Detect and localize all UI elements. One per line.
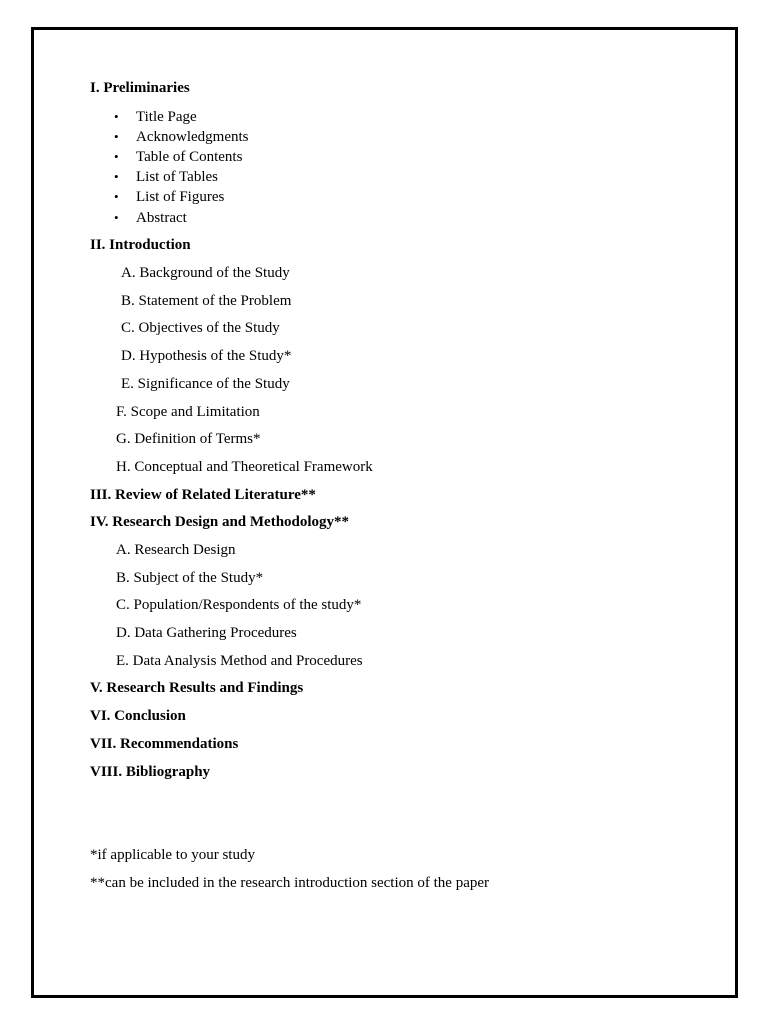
list-item-subject: B. Subject of the Study*: [116, 570, 264, 586]
section-heading-review: III. Review of Related Literature**: [90, 487, 316, 503]
list-item-list-of-figures: List of Figures: [136, 189, 225, 205]
list-item-statement-of-problem: B. Statement of the Problem: [121, 293, 292, 309]
section-heading-recommendations: VII. Recommendations: [90, 736, 239, 752]
list-item-scope: F. Scope and Limitation: [116, 404, 260, 420]
list-item-framework: H. Conceptual and Theoretical Framework: [116, 459, 373, 475]
list-item-objectives: C. Objectives of the Study: [121, 320, 280, 336]
footnote-double-asterisk: **can be included in the research introduction section of the paper: [90, 875, 490, 891]
list-item-research-design: A. Research Design: [116, 542, 236, 558]
list-item-definition-of-terms: G. Definition of Terms*: [116, 431, 261, 447]
section-heading-bibliography: VIII. Bibliography: [90, 764, 211, 780]
footnote-single-asterisk: *if applicable to your study: [90, 847, 255, 863]
section-heading-methodology: IV. Research Design and Methodology**: [90, 514, 350, 530]
section-heading-preliminaries: I. Preliminaries: [90, 80, 190, 96]
list-item-population: C. Population/Respondents of the study*: [116, 597, 362, 613]
list-item-title-page: Title Page: [136, 109, 197, 125]
bullet-icon: •: [114, 109, 119, 124]
list-item-acknowledgments: Acknowledgments: [136, 129, 249, 145]
bullet-icon: •: [114, 169, 119, 184]
bullet-icon: •: [114, 129, 119, 144]
list-item-abstract: Abstract: [136, 210, 187, 226]
list-item-table-of-contents: Table of Contents: [136, 149, 243, 165]
section-heading-results: V. Research Results and Findings: [90, 680, 304, 696]
list-item-data-gathering: D. Data Gathering Procedures: [116, 625, 297, 641]
list-item-hypothesis: D. Hypothesis of the Study*: [121, 348, 292, 364]
list-item-list-of-tables: List of Tables: [136, 169, 218, 185]
list-item-significance: E. Significance of the Study: [121, 376, 290, 392]
bullet-icon: •: [114, 149, 119, 164]
section-heading-introduction: II. Introduction: [90, 237, 191, 253]
list-item-data-analysis: E. Data Analysis Method and Procedures: [116, 653, 363, 669]
section-heading-conclusion: VI. Conclusion: [90, 708, 186, 724]
list-item-background: A. Background of the Study: [121, 265, 290, 281]
bullet-icon: •: [114, 210, 119, 225]
bullet-icon: •: [114, 189, 119, 204]
